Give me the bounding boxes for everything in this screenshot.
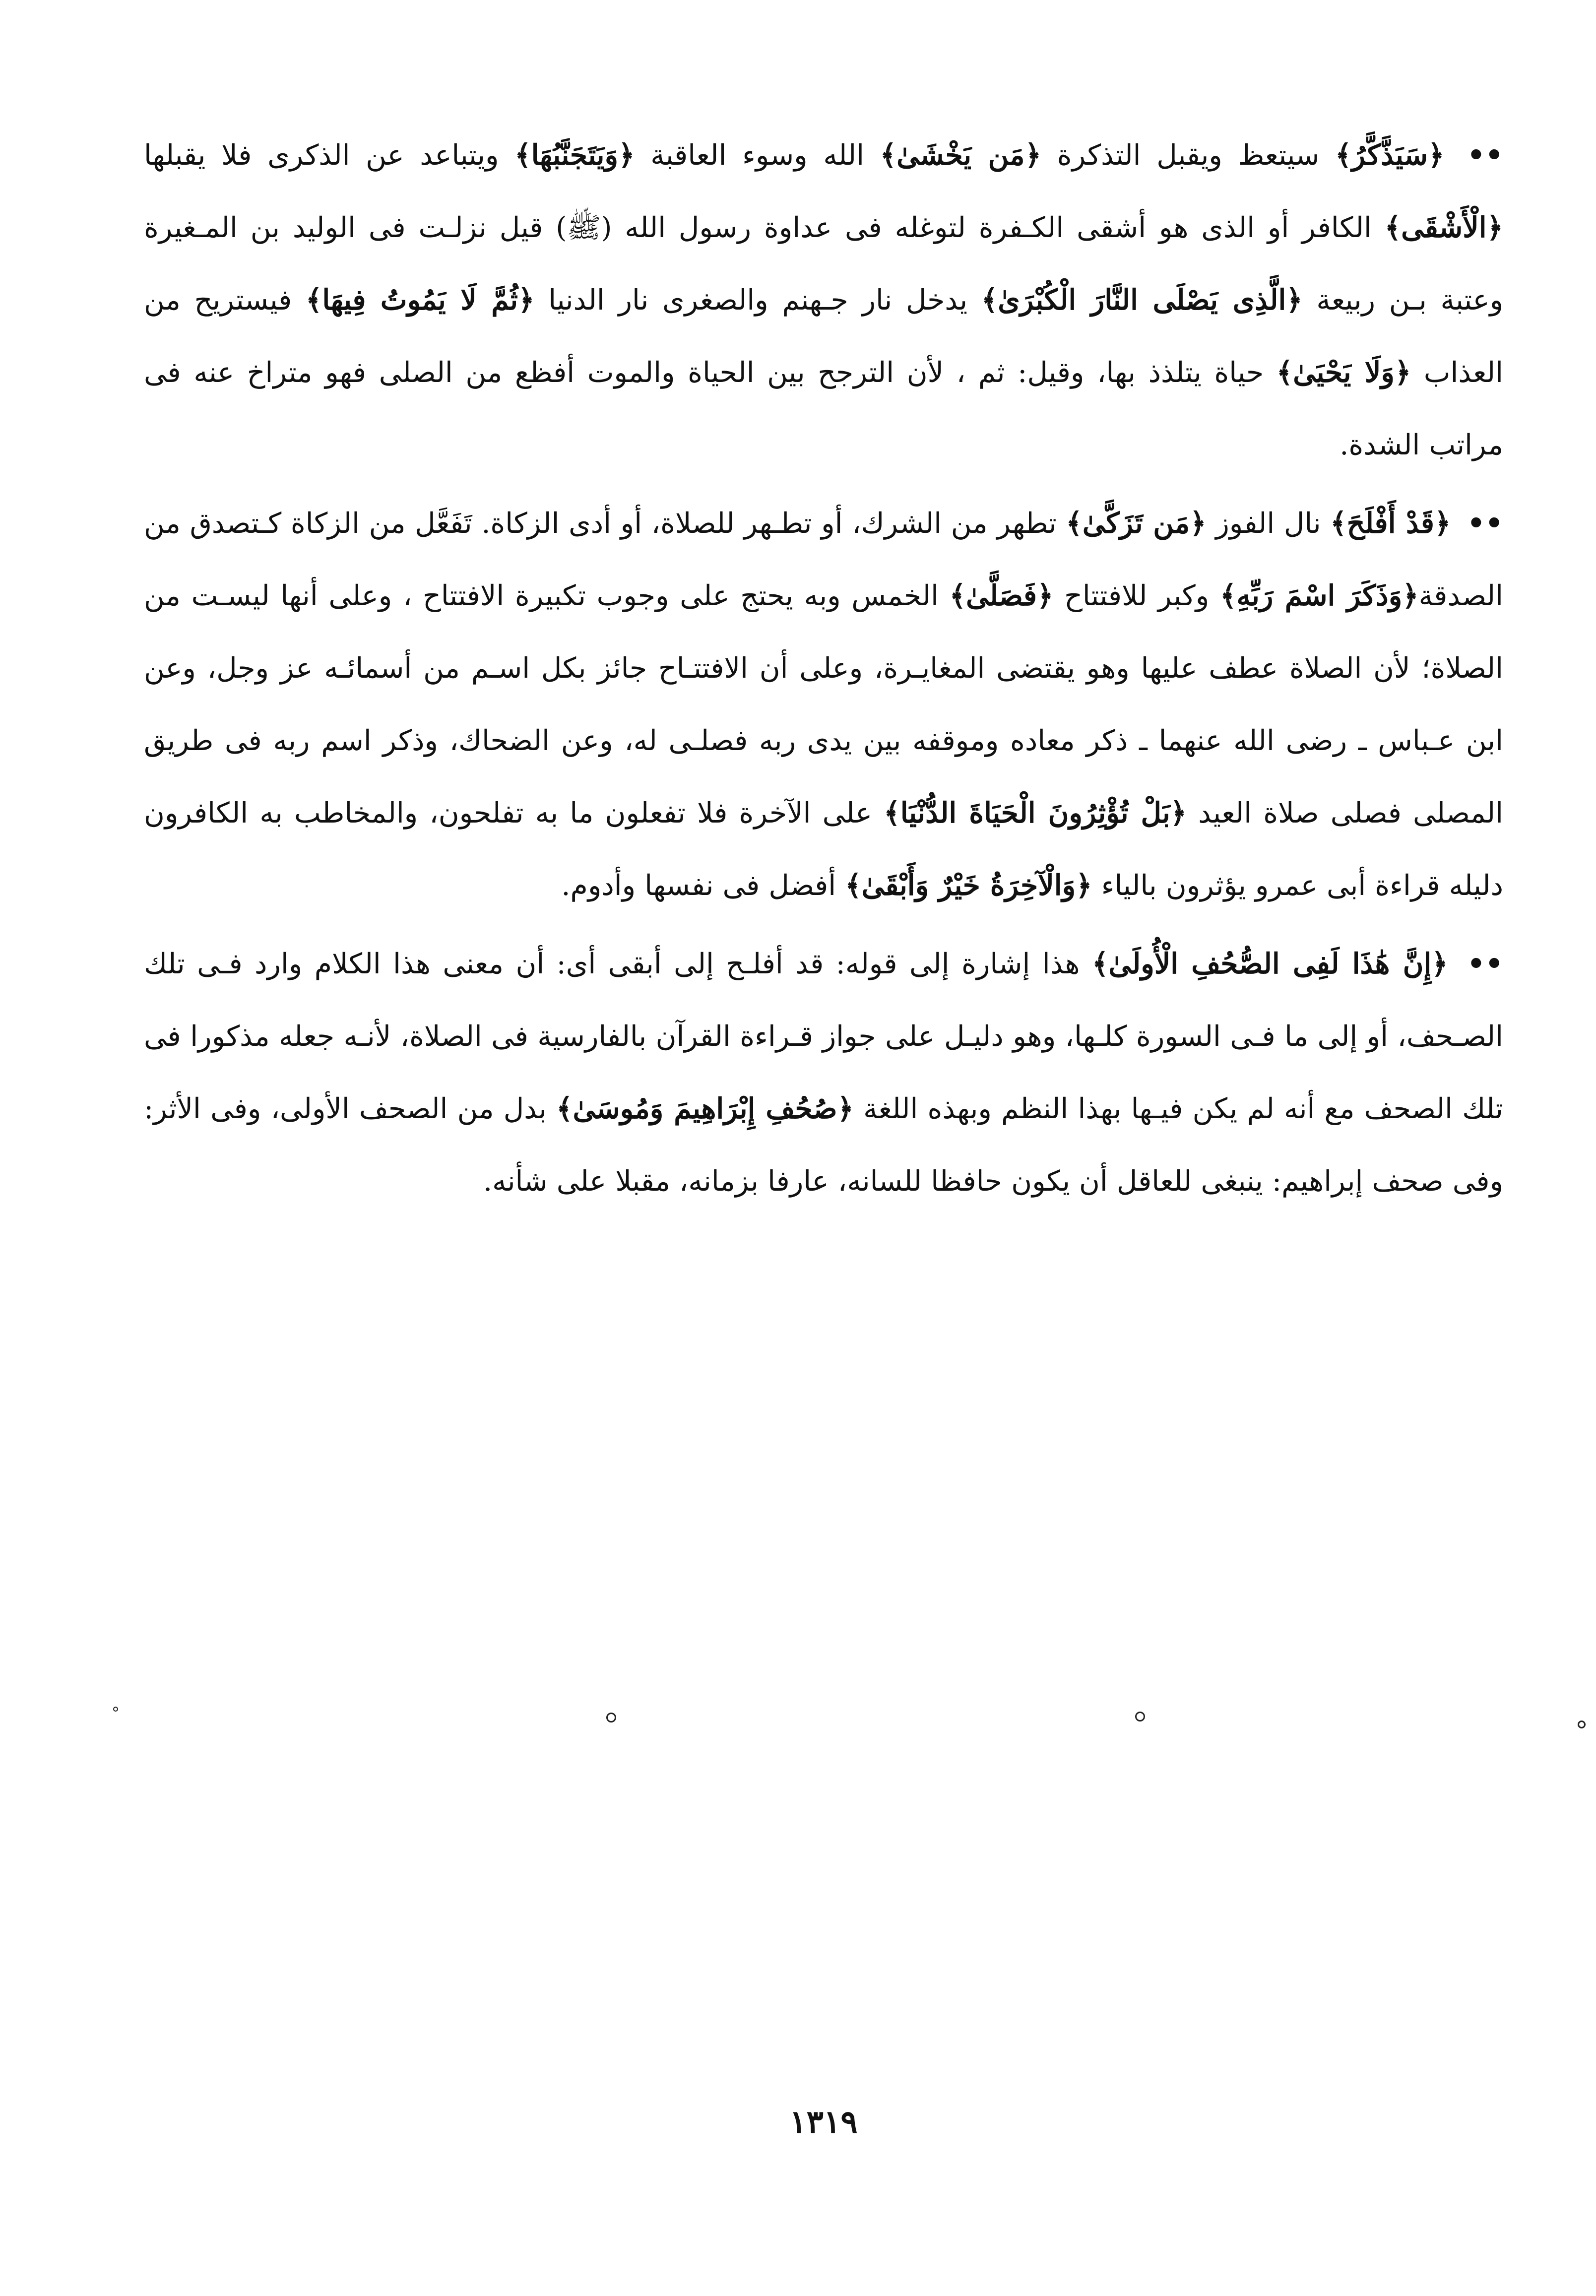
quran-quote: ﴿سَيَذَّكَّرُ﴾ xyxy=(1335,138,1445,172)
paragraph-1 xyxy=(144,119,1503,481)
quran-quote: ﴿قَدْ أَفْلَحَ﴾ xyxy=(1330,507,1451,540)
paragraph-bullet: •• xyxy=(1467,507,1503,540)
commentary-text: حياة يتلذذ بها، وقيل: ثم ، لأن الترجح بين الحياة والموت أفظع من الصلى فهو متراخ عنه فى مراتب الشدة. xyxy=(144,356,1503,461)
commentary-text: بدل من الصحف الأولى، وفى الأثر: وفى صحف إبراهيم: ينبغى للعاقل أن يكون حافظا للسانه، عارفا بزمانه، مقبلا على شأنه. xyxy=(144,1092,1503,1198)
scan-speck-mark xyxy=(606,1713,616,1722)
paragraph-2 xyxy=(144,487,1503,922)
quran-quote: ﴿وَذَكَرَ اسْمَ رَبِّهِ﴾ xyxy=(1220,579,1419,612)
commentary-text: الخمس وبه يحتج على وجوب تكبيرة الافتتاح ، وعلى أنها ليسـت من الصلاة؛ لأن الصلاة عطف عليها وهو يقتضى المغايـرة، وعلى أن الافتتـاح جائز بكل اسـم من أسمائـه عز وجل، وعن ابن عـباس ـ رضى الله عنهما ـ ذكر معاده وموقفه بين يدى ربه فصلـى له، وعن الضحاك، وذكر اسم ربه فى طريق المصلى فصلى صلاة العيد xyxy=(144,579,1504,829)
commentary-text: نال الفوز xyxy=(1206,507,1331,540)
paragraph-bullet: •• xyxy=(1467,138,1504,172)
page-body xyxy=(144,119,1503,1223)
quran-quote: ﴿إِنَّ هَٰذَا لَفِى الصُّحُفِ الْأُولَىٰ﴾ xyxy=(1091,947,1448,980)
scan-speck-mark xyxy=(113,1707,118,1712)
paragraph-bullet: •• xyxy=(1467,947,1504,980)
quran-quote: ﴿صُحُفِ إِبْرَاهِيمَ وَمُوسَىٰ﴾ xyxy=(556,1092,854,1125)
quran-quote: ﴿وَيَتَجَنَّبُهَا﴾ xyxy=(514,138,635,172)
quran-quote: ﴿وَلَا يَحْيَىٰ﴾ xyxy=(1276,356,1411,389)
quran-quote: ﴿الْأَشْقَى﴾ xyxy=(1384,211,1503,244)
quran-quote: ﴿وَالْآخِرَةُ خَيْرٌ وَأَبْقَىٰ﴾ xyxy=(845,869,1092,902)
commentary-text: سيتعظ ويقبل التذكرة xyxy=(1041,139,1336,172)
quran-quote: ﴿ثُمَّ لَا يَمُوتُ فِيهَا﴾ xyxy=(305,283,535,317)
commentary-text: على الآخرة فلا تفعلون ما به تفلحون، والمخاطب به الكافرون دليله قراءة أبى عمرو يؤثرون بالياء xyxy=(144,797,1503,902)
quran-quote: ﴿مَن يَخْشَىٰ﴾ xyxy=(880,138,1041,172)
page-number: ١٣١٩ xyxy=(789,2104,858,2141)
commentary-text: أفضل فى نفسها وأدوم. xyxy=(561,869,845,902)
quran-quote: ﴿فَصَلَّىٰ﴾ xyxy=(949,579,1054,612)
commentary-text: الله وسوء العاقبة xyxy=(635,139,880,172)
quran-quote: ﴿مَن تَزَكَّىٰ﴾ xyxy=(1066,507,1207,540)
commentary-text: هذا إشارة إلى قوله: قد أفلـح إلى أبقى أى: أن معنى هذا الكلام وارد فـى تلك الصـحف، أو إلى ما فـى السورة كلـها، وهو دليـل على جواز قـراءة القرآن بالفارسية فى الصلاة، لأنـه جعله مذكورا فى تلك الصحف مع أنه لم يكن فيـها بهذا النظم وبهذه اللغة xyxy=(144,948,1503,1125)
quran-quote: ﴿الَّذِى يَصْلَى النَّارَ الْكُبْرَىٰ﴾ xyxy=(981,283,1303,317)
commentary-text: الكافر أو الذى هو أشقى الكـفرة لتوغله فى عداوة رسول الله (ﷺ) قيل نزلـت فى الوليد بن المـغيرة وعتبة بـن ربيعة xyxy=(144,211,1503,317)
paragraph-3 xyxy=(144,928,1503,1217)
commentary-text: ويتباعد عن الذكرى فلا يقبلها xyxy=(144,139,515,172)
commentary-text: يدخل نار جـهنم والصغرى نار الدنيا xyxy=(534,284,981,317)
quran-quote: ﴿بَلْ تُؤْثِرُونَ الْحَيَاةَ الدُّنْيَا﴾ xyxy=(884,796,1187,829)
scan-speck-mark xyxy=(1578,1721,1586,1728)
commentary-text: تطهر من الشرك، أو تطـهر للصلاة، أو أدى الزكاة. تَفَعَّل من الزكاة كـتصدق من الصدقة xyxy=(144,507,1503,612)
commentary-text: وكبر للافتتاح xyxy=(1053,579,1220,612)
commentary-text: فيستريح من العذاب xyxy=(144,284,1503,389)
scan-speck-mark xyxy=(1135,1712,1145,1722)
